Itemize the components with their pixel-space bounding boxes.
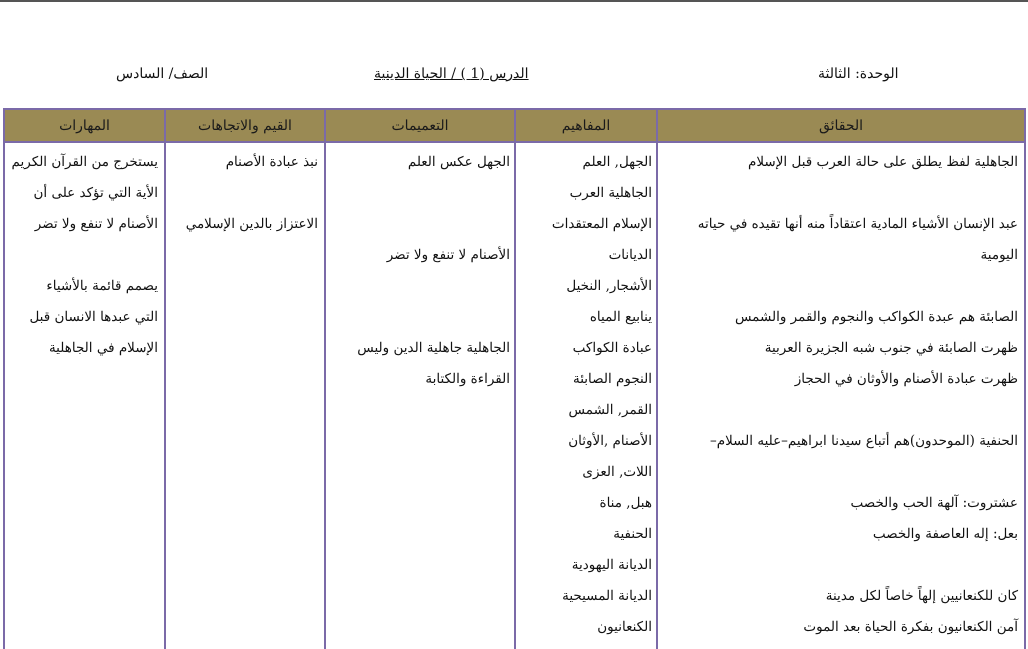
concept-line: الجاهلية العرب — [569, 185, 652, 201]
skill-line: يستخرج من القرآن الكريم — [11, 154, 158, 170]
top-border-line — [0, 0, 1028, 2]
generalization-line — [334, 302, 510, 333]
column-header-facts: الحقائق — [657, 109, 1025, 142]
fact-line — [666, 457, 1018, 488]
concept-line: الديانة المسيحية — [562, 588, 652, 604]
table-header-row — [4, 109, 1025, 142]
generalization-line: الجهل عكس العلم — [407, 154, 510, 170]
generalizations-cell — [325, 142, 515, 649]
generalization-line — [334, 209, 510, 240]
concept-line: النجوم الصابئة — [572, 371, 652, 387]
fact-line: آمن الكنعانيون بفكرة الحياة بعد الموت — [803, 619, 1018, 635]
column-header-skills: المهارات — [4, 109, 165, 142]
skills-cell — [4, 142, 165, 649]
fact-line — [666, 550, 1018, 581]
skill-line: الإسلام في الجاهلية — [48, 340, 158, 356]
fact-line — [666, 178, 1018, 209]
skill-line: الأية التي تؤكد على أن — [33, 185, 158, 201]
fact-line — [666, 395, 1018, 426]
concept-line: الجهل, العلم — [582, 154, 652, 170]
generalization-line: القراءة والكتابة — [425, 371, 510, 387]
concept-line: الأصنام ,الأوثان — [568, 433, 652, 449]
skill-line: الأصنام لا تنفع ولا تضر — [34, 216, 158, 232]
column-header-values: القيم والاتجاهات — [165, 109, 325, 142]
generalization-line — [334, 271, 510, 302]
generalization-line — [334, 178, 510, 209]
concept-line: عبادة الكواكب — [572, 340, 652, 356]
concept-line: الحنفية — [613, 526, 652, 542]
generalization-line: الأصنام لا تنفع ولا تضر — [386, 247, 510, 263]
concept-line: الديانات — [608, 247, 652, 263]
lesson-title: الدرس (1 ) / الحياة الدينية — [374, 66, 529, 82]
fact-line: الحنفية (الموحدون)هم أتباع سيدنا ابراهيم–عليه السلام– — [709, 433, 1018, 449]
fact-line: ظهرت الصابئة في جنوب شبه الجزيرة العربية — [764, 340, 1018, 356]
fact-line: اليومية — [980, 247, 1018, 263]
grade-label: الصف/ السادس — [116, 66, 209, 82]
fact-line: بعل: إله العاصفة والخصب — [872, 526, 1018, 542]
fact-line: الجاهلية لفظ يطلق على حالة العرب قبل الإسلام — [748, 154, 1018, 170]
fact-line — [666, 271, 1018, 302]
fact-line: الصابئة هم عبدة الكواكب والنجوم والقمر والشمس — [734, 309, 1018, 325]
skill-line: يصمم قائمة بالأشياء — [46, 278, 158, 294]
skill-line: التي عبدها الانسان قبل — [29, 309, 158, 325]
generalization-line: الجاهلية جاهلية الدين وليس — [357, 340, 510, 356]
fact-line: ظهرت عبادة الأصنام والأوثان في الحجاز — [794, 371, 1018, 387]
value-line: الاعتزاز بالدين الإسلامي — [185, 216, 318, 232]
concept-line: هبل, مناة — [599, 495, 652, 511]
value-line: نبذ عبادة الأصنام — [225, 154, 318, 170]
concept-line: القمر, الشمس — [568, 402, 652, 418]
facts-cell — [657, 142, 1025, 649]
skill-line — [13, 240, 158, 271]
concept-line: الإسلام المعتقدات — [551, 216, 652, 232]
fact-line: عشتروت: آلهة الحب والخصب — [850, 495, 1018, 511]
table-row — [4, 142, 1025, 649]
value-line — [174, 178, 318, 209]
concept-line: ينابيع المياه — [589, 309, 652, 325]
values-cell — [165, 142, 325, 649]
fact-line: عبد الإنسان الأشياء المادية اعتقاداً منه أنها تقيده في حياته — [697, 216, 1018, 232]
lesson-analysis-table — [3, 108, 1026, 649]
column-header-concepts: المفاهيم — [515, 109, 657, 142]
unit-label: الوحدة: الثالثة — [818, 66, 899, 82]
concept-line: الأشجار, النخيل — [566, 278, 652, 294]
fact-line: كان للكنعانيين إلهاً خاصاً لكل مدينة — [825, 588, 1018, 604]
concept-line: اللات, العزى — [582, 464, 652, 480]
concept-line: الديانة اليهودية — [571, 557, 652, 573]
concepts-cell — [515, 142, 657, 649]
concept-line: الكنعانيون — [597, 619, 652, 635]
column-header-generalizations: التعميمات — [325, 109, 515, 142]
